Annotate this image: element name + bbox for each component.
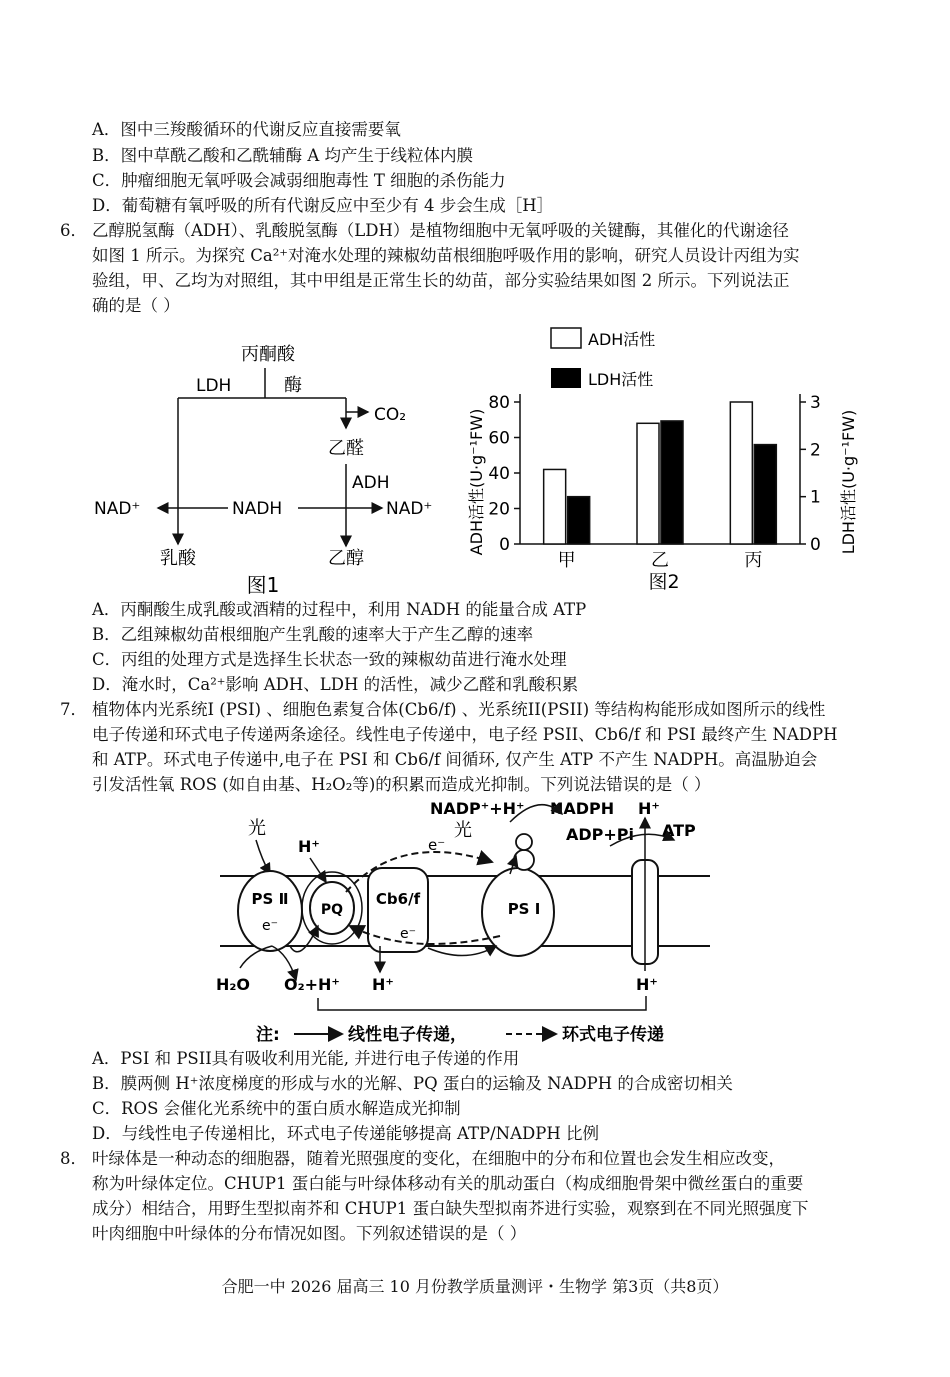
atp-label: ATP bbox=[662, 821, 696, 840]
right-axis-tick-label: 0 bbox=[810, 535, 821, 555]
left-axis-title: ADH活性(U·g⁻¹FW) bbox=[467, 408, 486, 556]
note-prefix: 注: bbox=[256, 1025, 280, 1045]
pq-label: PQ bbox=[320, 902, 344, 918]
q7-option-b: B．膜两侧 H⁺浓度梯度的形成与水的光解、PQ 蛋白的运输及 NADPH 的合成密切相关 bbox=[92, 1074, 733, 1093]
x-tick-label: 甲 bbox=[557, 550, 576, 571]
q7-number: 7． bbox=[60, 700, 87, 719]
cb6f-complex bbox=[368, 868, 428, 952]
x-tick-label: 丙 bbox=[744, 550, 763, 571]
adh-bar bbox=[637, 423, 659, 544]
adp-pi-label: ADP+Pi bbox=[566, 825, 635, 844]
q5-option-a: A．图中三羧酸循环的代谢反应直接需要氧 bbox=[92, 120, 401, 139]
left-axis-tick-label: 0 bbox=[499, 535, 510, 555]
right-axis-tick-label: 1 bbox=[810, 487, 821, 508]
h-top-label: H⁺ bbox=[298, 837, 320, 856]
q6-figure2-bar-chart bbox=[456, 322, 876, 600]
q6-option-b: B．乙组辣椒幼苗根细胞产生乳酸的速率大于产生乙醇的速率 bbox=[92, 625, 534, 644]
e-left-label: e⁻ bbox=[262, 918, 279, 934]
q6-option-c: C．丙组的处理方式是选择生长状态一致的辣椒幼苗进行淹水处理 bbox=[92, 650, 567, 669]
q6-stem-line: 如图 1 所示。为探究 Ca²⁺对淹水处理的辣椒幼苗根细胞呼吸作用的影响，研究人员设计丙组为实 bbox=[92, 246, 800, 265]
q6-stem-line: 验组，甲、乙均为对照组，其中甲组是正常生长的幼苗，部分实验结果如图 2 所示。下列说法正 bbox=[92, 271, 790, 290]
light-label-1: 光 bbox=[248, 818, 266, 839]
q6-number: 6． bbox=[60, 221, 87, 240]
adh-bar bbox=[544, 469, 566, 544]
q7-thylakoid-figure bbox=[210, 796, 710, 1050]
q5-option-c: C．肿瘤细胞无氧呼吸会减弱细胞毒性 T 细胞的杀伤能力 bbox=[92, 171, 506, 190]
page-footer: 合肥一中 2026 届高三 10 月份教学质量测评・生物学 第3页（共8页） bbox=[221, 1277, 729, 1296]
adh-label: ADH bbox=[352, 473, 390, 493]
note-cyclic: 环式电子传递 bbox=[562, 1025, 664, 1045]
ldh-bar bbox=[661, 421, 683, 544]
ethanol-label: 乙醇 bbox=[328, 548, 364, 569]
lactate-label: 乳酸 bbox=[160, 548, 196, 569]
co2-label: CO₂ bbox=[374, 405, 407, 425]
h2o-label: H₂O bbox=[216, 975, 250, 994]
light-label-2: 光 bbox=[454, 820, 472, 841]
psi-label: PS Ⅰ bbox=[507, 900, 541, 918]
q7-option-c: C．ROS 会催化光系统中的蛋白质水解造成光抑制 bbox=[92, 1099, 461, 1118]
figure2-caption: 图2 bbox=[648, 571, 680, 593]
ldh-label: LDH bbox=[196, 376, 232, 396]
note-linear: 线性电子传递， bbox=[348, 1025, 467, 1045]
q8-number: 8． bbox=[60, 1149, 87, 1168]
q6-stem-line: 确的是（ ） bbox=[92, 296, 180, 315]
h-mid-label: H⁺ bbox=[372, 975, 394, 994]
h-top-right-label: H⁺ bbox=[638, 799, 660, 818]
ldh-bar bbox=[754, 445, 776, 544]
psii-complex bbox=[238, 871, 302, 951]
left-axis-tick-label: 20 bbox=[488, 499, 510, 520]
left-axis-tick-label: 80 bbox=[488, 393, 510, 413]
enzyme-label: 酶 bbox=[284, 375, 302, 396]
cb6f-label: Cb6/f bbox=[375, 890, 421, 908]
nadp-h-label: NADP⁺+H⁺ bbox=[430, 799, 525, 818]
q7-option-a: A．PSI 和 PSII具有吸收利用光能, 并进行电子传递的作用 bbox=[92, 1049, 520, 1068]
e-mid-label: e⁻ bbox=[400, 926, 417, 942]
psii-label: PS Ⅱ bbox=[251, 890, 289, 908]
nad-right-label: NAD⁺ bbox=[386, 499, 433, 519]
nadh-label: NADH bbox=[232, 499, 283, 519]
nad-left-label: NAD⁺ bbox=[94, 499, 141, 519]
adh-bar bbox=[730, 402, 752, 544]
legend-ldh-label: LDH活性 bbox=[588, 370, 654, 389]
q8-stem-line: 叶肉细胞中叶绿体的分布情况如图。下列叙述错误的是（ ） bbox=[92, 1224, 527, 1243]
q6-option-d: D．淹水时，Ca²⁺影响 ADH、LDH 的活性，减少乙醛和乳酸积累 bbox=[92, 675, 579, 694]
pyruvate-label: 丙酮酸 bbox=[241, 344, 295, 365]
q8-stem-line: 称为叶绿体定位。CHUP1 蛋白能与叶绿体移动有关的肌动蛋白（构成细胞骨架中微丝蛋白的重要 bbox=[92, 1174, 804, 1193]
q6-option-a: A．丙酮酸生成乳酸或酒精的过程中，利用 NADH 的能量合成 ATP bbox=[92, 600, 587, 619]
figure1-caption: 图1 bbox=[246, 573, 280, 597]
q8-stem-line: 成分）相结合，用野生型拟南芥和 CHUP1 蛋白缺失型拟南芥进行实验，观察到在不同光照强度下 bbox=[92, 1199, 809, 1218]
legend-ldh-swatch bbox=[551, 368, 581, 388]
q6-figure1-pathway bbox=[88, 336, 458, 600]
q7-stem-line: 引发活性氧 ROS (如自由基、H₂O₂等)的积累而造成光抑制。下列说法错误的是（ ） bbox=[92, 775, 711, 794]
left-axis-tick-label: 40 bbox=[488, 464, 510, 484]
q8-stem-line: 叶绿体是一种动态的细胞器，随着光照强度的变化，在细胞中的分布和位置也会发生相应改变， bbox=[92, 1149, 785, 1168]
q7-stem-line: 和 ATP。环式电子传递中,电子在 PSI 和 Cb6/f 间循环, 仅产生 ATP 不产生 NADPH。高温胁迫会 bbox=[92, 750, 818, 769]
q6-stem-line: 乙醇脱氢酶（ADH）、乳酸脱氢酶（LDH）是植物细胞中无氧呼吸的关键酶，其催化的代谢途径 bbox=[92, 221, 789, 240]
right-axis-tick-label: 3 bbox=[810, 393, 821, 413]
q7-option-d: D．与线性电子传递相比，环式电子传递能够提高 ATP/NADPH 比例 bbox=[92, 1124, 599, 1143]
q7-stem-line: 电子传递和环式电子传递两条途径。线性电子传递中，电子经 PSII、Cb6/f 和 PSI 最终产生 NADPH bbox=[92, 725, 838, 744]
q5-option-d: D．葡萄糖有氧呼吸的所有代谢反应中至少有 4 步会生成［H］ bbox=[92, 196, 554, 215]
nadph-label: NADPH bbox=[550, 799, 615, 818]
o2-h-label: O₂+H⁺ bbox=[284, 975, 340, 994]
legend-adh-swatch bbox=[551, 328, 581, 348]
q5-option-b: B．图中草酰乙酸和乙酰辅酶 A 均产生于线粒体内膜 bbox=[92, 146, 474, 165]
ldh-bar bbox=[568, 497, 590, 544]
right-axis-tick-label: 2 bbox=[810, 440, 821, 461]
x-tick-label: 乙 bbox=[651, 550, 669, 571]
left-axis-tick-label: 60 bbox=[488, 428, 510, 449]
h-right-label: H⁺ bbox=[636, 975, 658, 994]
q7-stem-line: 植物体内光系统I (PSI) 、细胞色素复合体(Cb6/f) 、光系统II(PSII) 等结构构能形成如图所示的线性 bbox=[92, 700, 826, 719]
acetaldehyde-label: 乙醛 bbox=[328, 438, 364, 459]
right-axis-title: LDH活性(U·g⁻¹FW) bbox=[839, 409, 858, 555]
legend-adh-label: ADH活性 bbox=[588, 330, 656, 349]
e-top-label: e⁻ bbox=[428, 836, 446, 854]
